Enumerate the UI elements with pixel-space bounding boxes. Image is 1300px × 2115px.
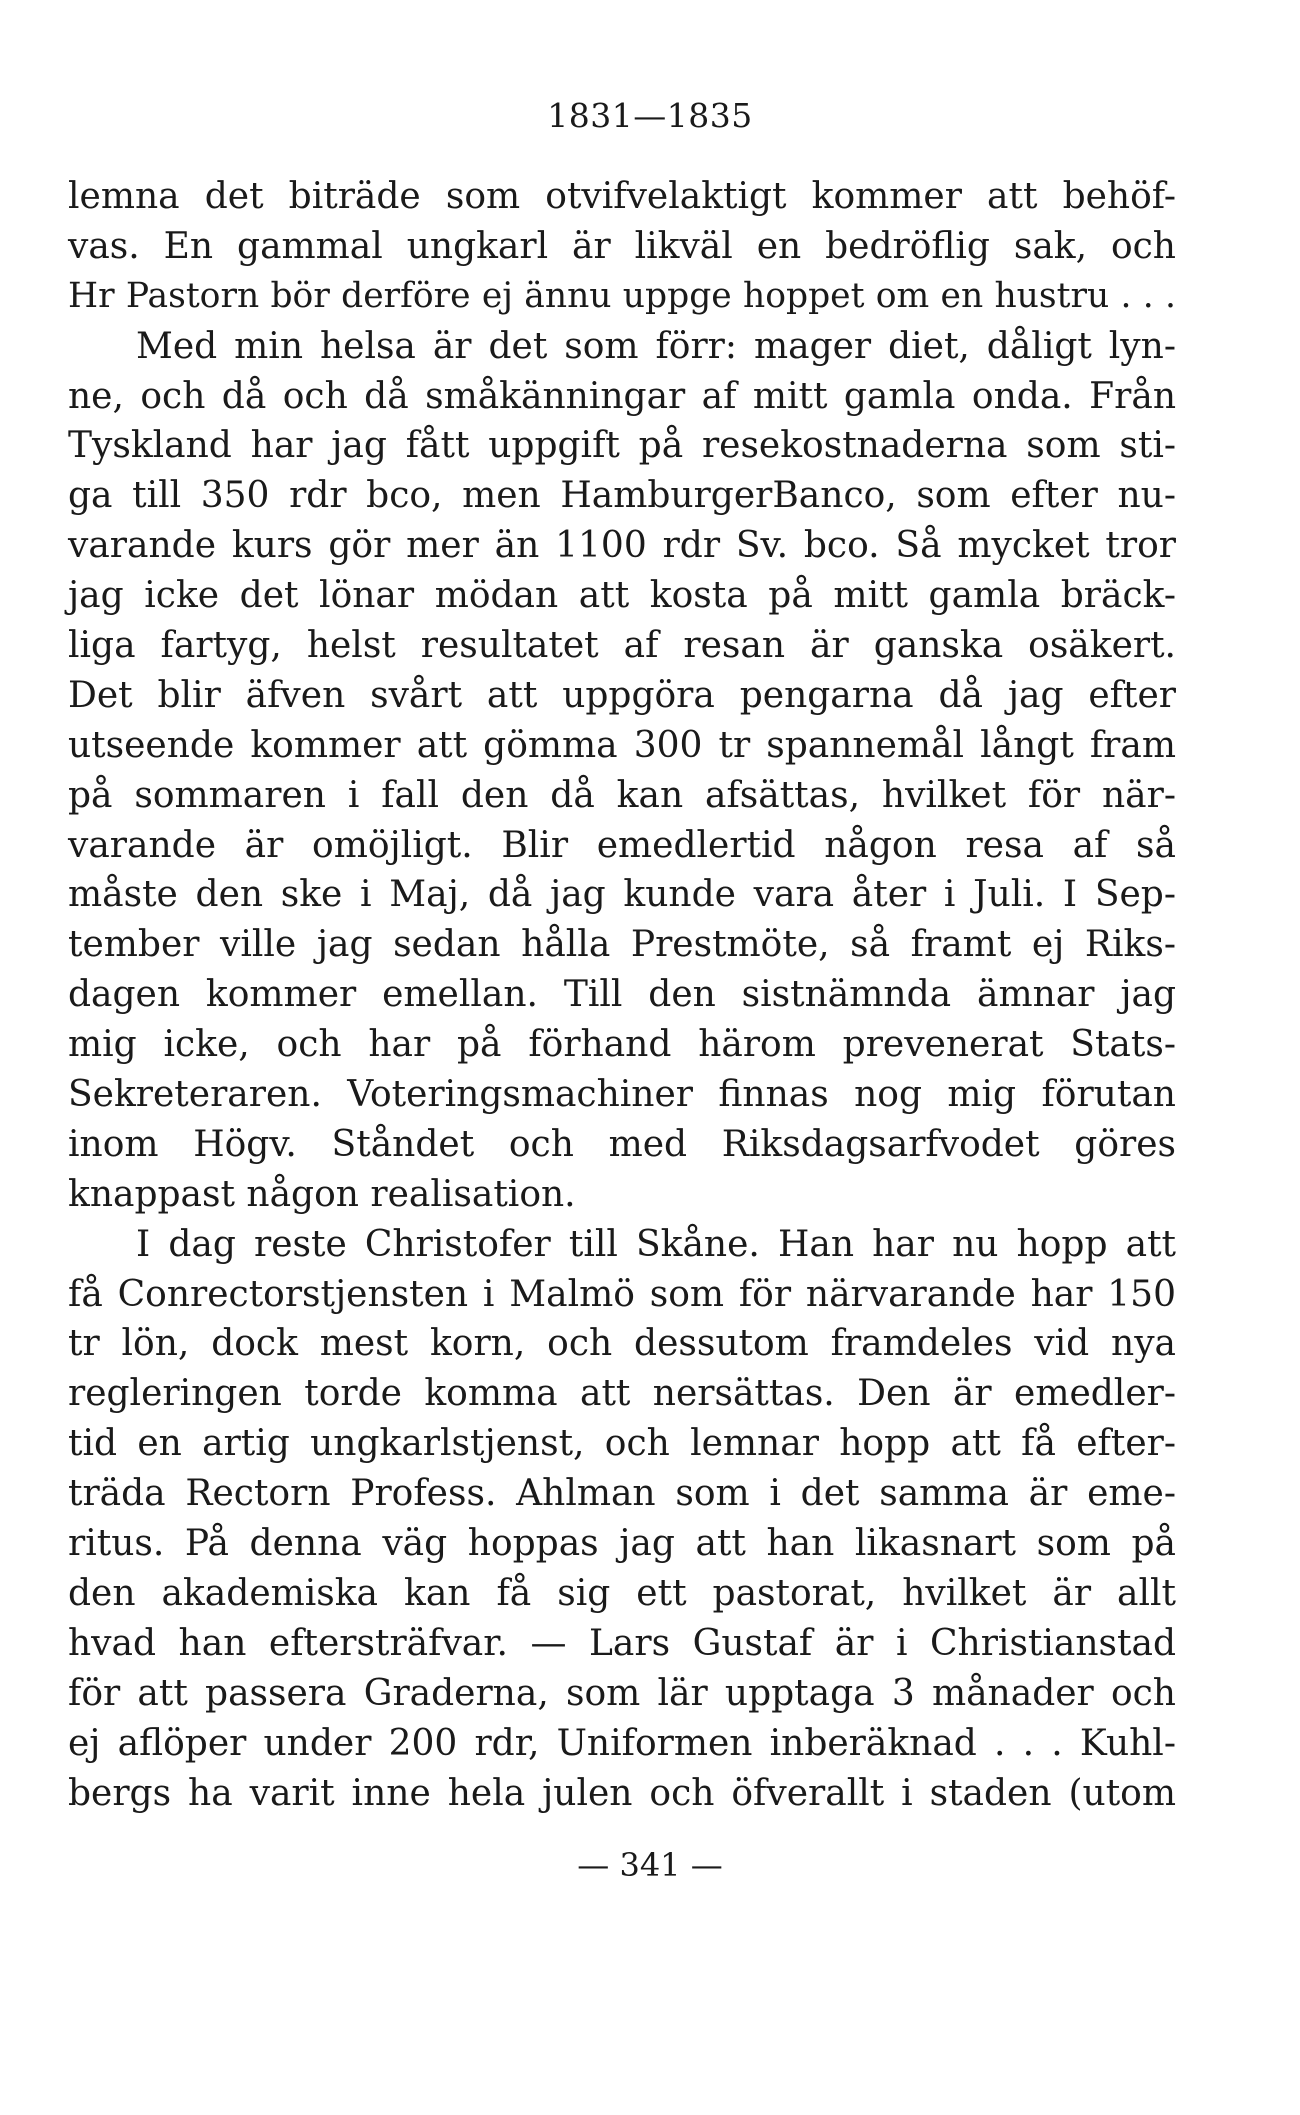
- text-line: varande är omöjligt. Blir emedlertid någon resa af så: [68, 824, 1176, 866]
- text-line: träda Rectorn Profess. Ahlman som i det samma är eme-: [68, 1473, 1176, 1515]
- text-line: Sekreteraren. Voteringsmachiner finnas nog mig förutan: [68, 1074, 1176, 1116]
- text-line: Med min helsa är det som förr: mager diet, dåligt lyn-: [136, 325, 1176, 367]
- text-line: ritus. På denna väg hoppas jag att han likasnart som på: [68, 1523, 1176, 1565]
- text-line: tember ville jag sedan hålla Prestmöte, så framt ej Riks-: [68, 924, 1176, 966]
- text-line: på sommaren i fall den då kan afsättas, hvilket för när-: [68, 774, 1176, 816]
- text-line: Det blir äfven svårt att uppgöra pengarna då jag efter: [68, 674, 1176, 716]
- text-line: ga till 350 rdr bco, men HamburgerBanco, som efter nu-: [68, 475, 1176, 517]
- text-line: regleringen torde komma att nersättas. Den är emedler-: [68, 1373, 1176, 1415]
- text-line: tr lön, dock mest korn, och dessutom framdeles vid nya: [68, 1323, 1176, 1365]
- text-line: inom Högv. Ståndet och med Riksdagsarfvodet göres: [68, 1123, 1176, 1165]
- text-line: ej aflöper under 200 rdr, Uniformen inberäknad . . . Kuhl-: [68, 1722, 1176, 1764]
- text-line: Hr Pastorn bör derföre ej ännu uppge hoppet om en hustru . . .: [68, 275, 1176, 316]
- text-line: knappast någon realisation.: [68, 1173, 576, 1215]
- text-line: bergs ha varit inne hela julen och öfverallt i staden (utom: [68, 1772, 1176, 1814]
- text-line: hvad han eftersträfvar. — Lars Gustaf är i Christianstad: [68, 1622, 1176, 1664]
- body-text: [68, 172, 1176, 1818]
- text-line: liga fartyg, helst resultatet af resan är ganska osäkert.: [68, 625, 1176, 667]
- text-line: utseende kommer att gömma 300 tr spannemål långt fram: [68, 724, 1176, 766]
- text-line: få Conrectorstjensten i Malmö som för närvarande har 150: [68, 1273, 1176, 1315]
- text-line: ne, och då och då småkänningar af mitt gamla onda. Från: [68, 375, 1176, 417]
- running-head: 1831—1835: [547, 96, 753, 135]
- text-line: tid en artig ungkarlstjenst, och lemnar hopp att få efter-: [68, 1423, 1176, 1465]
- text-line: måste den ske i Maj, då jag kunde vara åter i Juli. I Sep-: [68, 874, 1176, 916]
- text-line: vas. En gammal ungkarl är likväl en bedröflig sak, och: [68, 225, 1176, 267]
- text-line: jag icke det lönar mödan att kosta på mitt gamla bräck-: [68, 575, 1176, 617]
- text-line: dagen kommer emellan. Till den sistnämnda ämnar jag: [68, 974, 1176, 1016]
- text-line: för att passera Graderna, som lär upptaga 3 månader och: [68, 1672, 1176, 1714]
- text-line: mig icke, och har på förhand härom prevenerat Stats-: [68, 1024, 1176, 1066]
- text-line: den akademiska kan få sig ett pastorat, hvilket är allt: [68, 1572, 1176, 1614]
- text-line: I dag reste Christofer till Skåne. Han har nu hopp att: [136, 1223, 1176, 1265]
- text-line: varande kurs gör mer än 1100 rdr Sv. bco. Så mycket tror: [68, 525, 1176, 567]
- text-line: lemna det biträde som otvifvelaktigt kommer att behöf-: [68, 176, 1176, 217]
- page-number: — 341 —: [577, 1846, 723, 1884]
- text-line: Tyskland har jag fått uppgift på resekostnaderna som sti-: [68, 425, 1176, 467]
